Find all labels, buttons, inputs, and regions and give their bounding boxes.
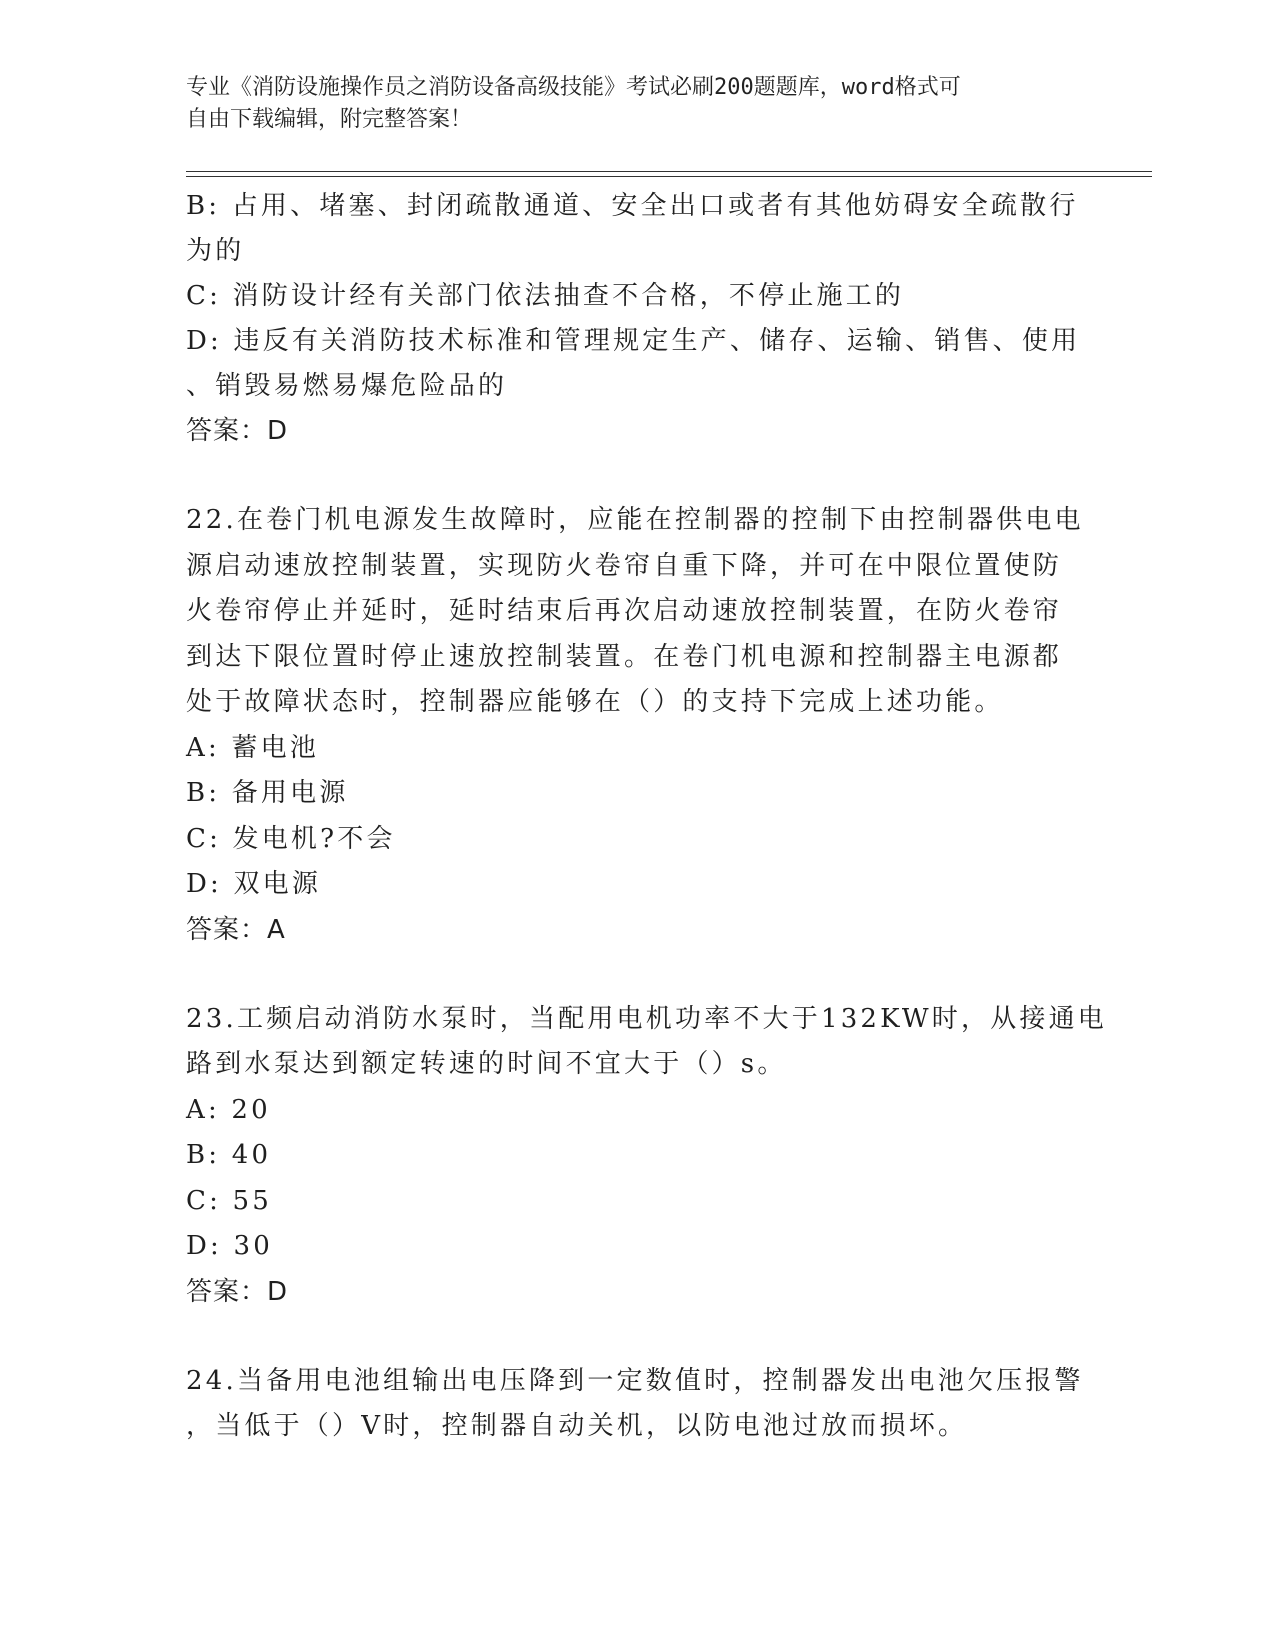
option-c: C: 发电机?不会 <box>186 823 396 854</box>
question-22 <box>186 498 1086 953</box>
option-d: D: 30 <box>186 1231 273 1261</box>
option-a: A: 20 <box>186 1094 271 1125</box>
option-b-line-2: 为的 <box>186 236 245 266</box>
question-stem-line: 路到水泵达到额定转速的时间不宜大于（）s。 <box>186 1049 787 1079</box>
question-stem-line: 火卷帘停止并延时，延时结束后再次启动速放控制装置，在防火卷帘 <box>186 596 1063 626</box>
question-21-tail <box>186 184 1086 454</box>
question-stem-line: 23.工频启动消防水泵时，当配用电机功率不大于132KW时，从接通电 <box>186 1003 1107 1034</box>
header-line-1: 专业《消防设施操作员之消防设备高级技能》考试必刷200题题库，word格式可 <box>186 75 961 100</box>
option-c: C: 消防设计经有关部门依法抽查不合格，不停止施工的 <box>186 281 905 311</box>
header-line-2: 自由下载编辑，附完整答案！ <box>186 107 473 132</box>
document-header <box>186 72 1066 136</box>
option-c: C: 55 <box>186 1185 273 1216</box>
option-d-line-1: D: 违反有关消防技术标准和管理规定生产、储存、运输、销售、使用 <box>186 326 1081 356</box>
question-stem-line: 22.在卷门机电源发生故障时，应能在控制器的控制下由控制器供电电 <box>186 505 1084 535</box>
answer: 答案：A <box>186 914 286 945</box>
question-23 <box>186 997 1107 1315</box>
question-stem-line: 源启动速放控制装置，实现防火卷帘自重下降，并可在中限位置使防 <box>186 550 1063 581</box>
option-a: A: 蓄电池 <box>186 732 320 763</box>
option-b: B: 40 <box>186 1140 272 1170</box>
question-24 <box>186 1359 1086 1450</box>
document-body <box>186 184 1107 1450</box>
question-stem-line: 到达下限位置时停止速放控制装置。在卷门机电源和控制器主电源都 <box>186 641 1063 672</box>
answer: 答案：D <box>186 1276 289 1307</box>
question-stem-line: 24.当备用电池组输出电压降到一定数值时，控制器发出电池欠压报警 <box>186 1365 1084 1396</box>
option-d: D: 双电源 <box>186 869 322 899</box>
option-b: B: 备用电源 <box>186 778 349 808</box>
question-stem-line: 处于故障状态时，控制器应能够在（）的支持下完成上述功能。 <box>186 687 1004 717</box>
option-d-line-2: 、销毁易燃易爆危险品的 <box>186 371 508 401</box>
header-rule-top <box>186 171 1152 172</box>
question-stem-line: ，当低于（）V时，控制器自动关机，以防电池过放而损坏。 <box>186 1411 968 1441</box>
option-b-line-1: B: 占用、堵塞、封闭疏散通道、安全出口或者有其他妨碍安全疏散行 <box>186 191 1079 221</box>
answer: 答案：D <box>186 416 289 446</box>
header-rule-bottom <box>186 176 1152 177</box>
